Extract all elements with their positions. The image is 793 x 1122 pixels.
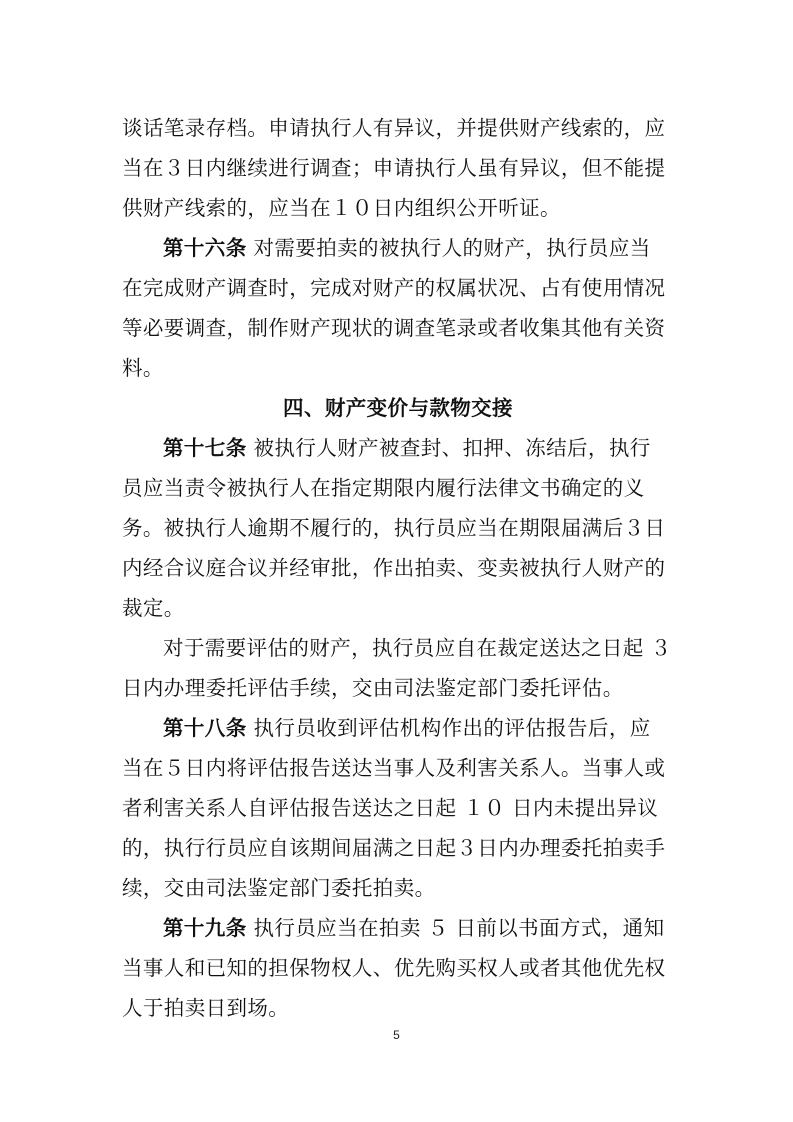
page-number: 5 bbox=[393, 1028, 400, 1042]
body-line bbox=[122, 748, 674, 788]
body-line bbox=[122, 508, 674, 548]
article-16-label: 第十六条 bbox=[163, 236, 247, 260]
text: 裁定。 bbox=[122, 596, 185, 620]
section-heading bbox=[122, 388, 674, 428]
text: 人于拍卖日到场。 bbox=[122, 996, 290, 1020]
text: 执行员应当在拍卖 ５ 日前以书面方式，通知 bbox=[253, 916, 665, 940]
article-18-line bbox=[163, 708, 674, 748]
text: 当在５日内将评估报告送达当事人及利害关系人。当事人或 bbox=[122, 756, 666, 780]
body-line bbox=[122, 868, 674, 908]
text: 内经合议庭合议并经审批，作出拍卖、变卖被执行人财产的 bbox=[122, 556, 666, 580]
text: 被执行人财产被查封、扣押、冻结后，执行 bbox=[253, 436, 651, 460]
body-line bbox=[122, 668, 674, 708]
text: 者利害关系人自评估报告送达之日起 １０ 日内未提出异议 bbox=[122, 796, 659, 820]
heading-text: 四、财产变价与款物交接 bbox=[283, 396, 513, 420]
text: 供财产线索的，应当在１０日内组织公开听证。 bbox=[122, 196, 561, 220]
text: 对需要拍卖的被执行人的财产，执行员应当 bbox=[253, 236, 651, 260]
article-19-line bbox=[163, 908, 674, 948]
body-line bbox=[122, 188, 674, 228]
body-line bbox=[122, 588, 674, 628]
text: 当事人和已知的担保物权人、优先购买权人或者其他优先权 bbox=[122, 956, 666, 980]
text: 当在３日内继续进行调查；申请执行人虽有异议，但不能提 bbox=[122, 156, 666, 180]
body-line bbox=[122, 148, 674, 188]
article-19-label: 第十九条 bbox=[163, 916, 247, 940]
article-17-label: 第十七条 bbox=[163, 436, 247, 460]
body-line bbox=[122, 268, 674, 308]
body-line bbox=[122, 788, 674, 828]
body-line bbox=[122, 108, 674, 148]
body-line bbox=[122, 308, 674, 348]
text: 料。 bbox=[122, 356, 164, 380]
text: 等必要调查，制作财产现状的调查笔录或者收集其他有关资 bbox=[122, 316, 666, 340]
text: 续，交由司法鉴定部门委托拍卖。 bbox=[122, 876, 436, 900]
text: 日内办理委托评估手续，交由司法鉴定部门委托评估。 bbox=[122, 676, 624, 700]
body-line bbox=[122, 348, 674, 388]
body-line bbox=[122, 948, 674, 988]
text: 员应当责令被执行人在指定期限内履行法律文书确定的义 bbox=[122, 476, 645, 500]
text: 谈话笔录存档。申请执行人有异议，并提供财产线索的，应 bbox=[122, 116, 666, 140]
article-17-line bbox=[163, 428, 674, 468]
body-line bbox=[122, 988, 674, 1028]
text: 务。被执行人逾期不履行的，执行员应当在期限届满后３日 bbox=[122, 516, 666, 540]
body-line bbox=[122, 828, 674, 868]
text: 的，执行行员应自该期间届满之日起３日内办理委托拍卖手 bbox=[122, 836, 666, 860]
paragraph-line bbox=[163, 628, 674, 668]
text: 在完成财产调查时，完成对财产的权属状况、占有使用情况 bbox=[122, 276, 666, 300]
text: 对于需要评估的财产，执行员应自在裁定送达之日起 ３ bbox=[163, 636, 672, 660]
article-16-line bbox=[163, 228, 674, 268]
article-18-label: 第十八条 bbox=[163, 716, 247, 740]
text: 执行员收到评估机构作出的评估报告后，应 bbox=[253, 716, 651, 740]
body-line bbox=[122, 548, 674, 588]
body-line bbox=[122, 468, 674, 508]
